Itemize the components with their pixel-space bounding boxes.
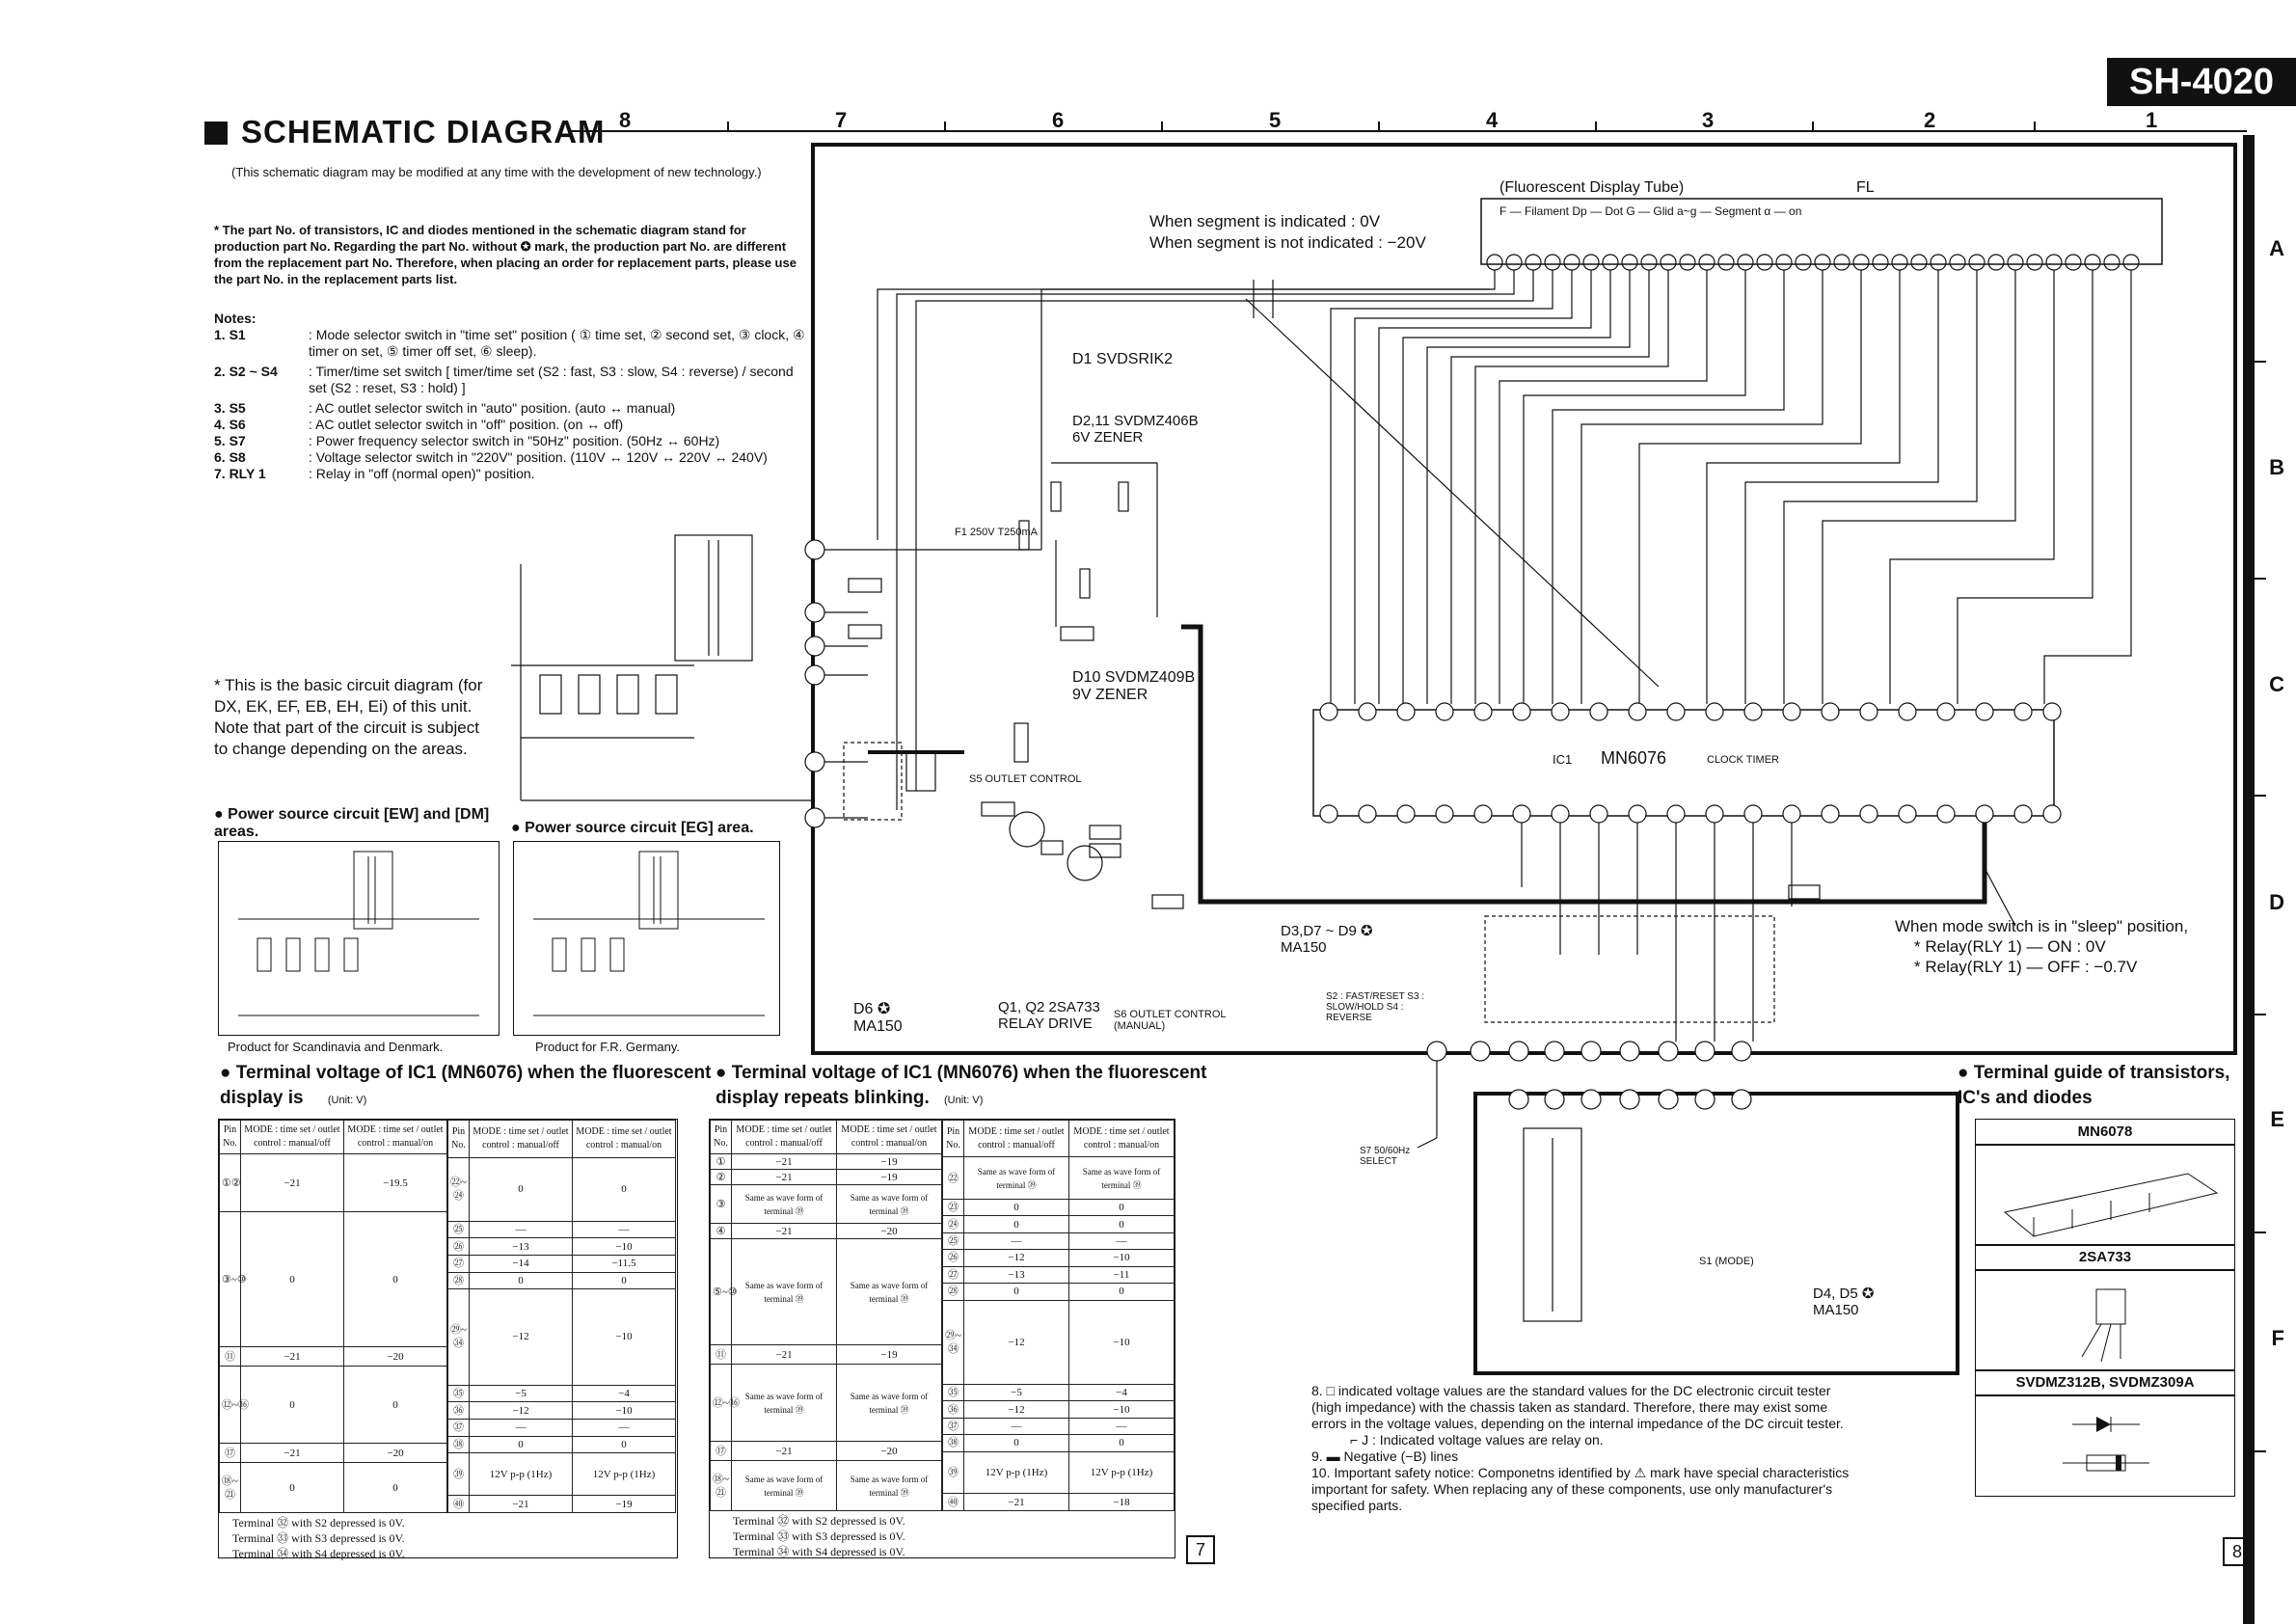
- guide-mn6078-label: MN6078: [1975, 1119, 2235, 1146]
- ic1-part: MN6076: [1601, 748, 1667, 768]
- grid-col-2: 2: [1924, 108, 1936, 132]
- segment-indicated-note: When segment is indicated : 0V: [1149, 212, 1381, 230]
- label-d2: D2,11 SVDMZ406B 6V ZENER: [1072, 413, 1199, 446]
- ic1-name: IC1: [1553, 752, 1573, 767]
- grid-row-f: F: [2271, 1326, 2284, 1350]
- terminal-guide-title: ● Terminal guide of transistors, IC's and diodes: [1958, 1063, 2230, 1108]
- note-item: 2. S2 ~ S4 : Timer/time set switch [ timer/time set (S2 : fast, S3 : slow, S4 : reverse) / second set (S2 : reset, S3 : hold) ]: [214, 364, 794, 395]
- note-item: 3. S5 : AC outlet selector switch in "auto" position. (auto ↔ manual): [214, 400, 676, 416]
- notes-block: [214, 311, 812, 482]
- note-8: 8. □ indicated voltage values are the standard values for the DC electronic circuit tester (high impedance) with the chassis taken as standard. Therefore, there may exist some errors in the voltage values, depending on the internal impedance of the DC circuit tester.: [1311, 1383, 1844, 1431]
- grid-row-d: D: [2269, 890, 2284, 914]
- guide-mn6078-drawing: [1975, 1144, 2235, 1246]
- note-item: 5. S7 : Power frequency selector switch in "50Hz" position. (50Hz ↔ 60Hz): [214, 433, 720, 448]
- note-8b: ⌐ J : Indicated voltage values are relay on.: [1350, 1432, 1604, 1448]
- terminal-right-title: ● Terminal voltage of IC1 (MN6076) when the fluorescent display repeats blinking. (Unit: V): [716, 1063, 1207, 1108]
- label-d1: D1 SVDSRIK2: [1072, 351, 1174, 367]
- note-9: 9. ▬ Negative (−B) lines: [1311, 1448, 1459, 1464]
- terminal-left-footer: Terminal ㉜ with S2 depressed is 0V. Terminal ㉝ with S3 depressed is 0V. Terminal ㉞ with S4 depressed is 0V.: [232, 1516, 405, 1560]
- label-d3-d9: D3,D7 ~ D9 ✪ MA150: [1281, 923, 1373, 956]
- terminal-left-table-a: Pin No. MODE : time set / outlet control : manual/off MODE : time set / outlet control : manual/on ①② −21 −19.5 ③~⑩ 0 0 ⑪ −21 −20 ⑫~⑯ 0 0 ⑰ −21 −20 ⑱~㉑ 0 0: [219, 1120, 447, 1513]
- label-s2-s4: S2 : FAST/RESET S3 : SLOW/HOLD S4 : REVERSE: [1326, 991, 1425, 1023]
- label-q1-q2: Q1, Q2 2SA733 RELAY DRIVE: [998, 999, 1100, 1032]
- label-d6: D6 ✪ MA150: [853, 1001, 903, 1035]
- label-s7: S7 50/60Hz SELECT: [1360, 1146, 1411, 1167]
- label-s5: S5 OUTLET CONTROL: [969, 773, 1082, 785]
- grid-row-b: B: [2269, 455, 2284, 479]
- grid-col-3: 3: [1702, 108, 1715, 132]
- grid-col-7: 7: [835, 108, 848, 132]
- note-item: 1. S1 : Mode selector switch in "time set" position ( ① time set, ② second set, ③ clock, ④ timer on set, ⑤ timer off set, ⑥ sleep).: [214, 327, 805, 359]
- partno-note: * The part No. of transistors, IC and diodes mentioned in the schematic diagram stand for production part No. Regarding the part No. without ✪ mark, the production part No. are different from the replacement part No. Therefore, when placing an order for replacement parts, please use the part No. in the replacement parts list.: [214, 223, 797, 286]
- note-item: 7. RLY 1 : Relay in "off (normal open)" position.: [214, 466, 535, 481]
- guide-svdmz-drawing: [1975, 1394, 2235, 1497]
- note-10: 10. Important safety notice: Componetns identified by ⚠ mark have special characteristics important for safety. When replacing any of these components, use only manufacturer's specified parts.: [1311, 1465, 1850, 1513]
- grid-row-e: E: [2270, 1107, 2284, 1131]
- grid-row-c: C: [2269, 672, 2284, 696]
- note-item: 4. S6 : AC outlet selector switch in "off" position. (on ↔ off): [214, 417, 624, 432]
- note-item: 6. S8 : Voltage selector switch in "220V" position. (110V ↔ 120V ↔ 220V ↔ 240V): [214, 449, 768, 465]
- label-s6: S6 OUTLET CONTROL (MANUAL): [1114, 1009, 1227, 1032]
- terminal-right-table-a: Pin No. MODE : time set / outlet control : manual/off MODE : time set / outlet control : manual/on ① −21 −19 ② −21 −19 ③ Same as wave form of terminal ㊴ Same as wave form of terminal ㊴ ④ −21 −20 ⑤~⑩ Same as wave form of terminal ㊴ Same as wave form of terminal ㊴ ⑪ −21 −19 ⑫~⑯ Same as wave form of terminal ㊴ Same as wave form of terminal ㊴ ⑰ −21 −20 ⑱~㉑ Same as wave form of terminal ㊴ Same as wave form of terminal ㊴: [710, 1120, 942, 1511]
- terminal-left-table-b: Pin No. MODE : time set / outlet control : manual/off MODE : time set / outlet control : manual/on ㉒~㉔ 0 0 ㉕ — — ㉖ −13 −10 ㉗ −14 −11.5 ㉘ 0 0 ㉙~㉞ −12 −10 ㉟ −5 −4 ㊱ −12 −10 ㊲ — — ㊳ 0 0 ㊴ 12V p-p (1Hz) 12V p-p (1Hz) ㊵ −21 −19: [447, 1120, 676, 1513]
- power-eg-caption: Product for F.R. Germany.: [535, 1040, 681, 1054]
- grid-row-a: A: [2269, 236, 2284, 260]
- label-d4-d5: D4, D5 ✪ MA150: [1813, 1286, 1875, 1318]
- fl-tube-title: (Fluorescent Display Tube): [1499, 179, 1685, 196]
- fl-tube-legend: F — Filament Dp — Dot G — Glid a~g — Segment α — on: [1499, 204, 1802, 218]
- label-fuse: F1 250V T250mA: [955, 527, 1039, 538]
- grid-col-5: 5: [1269, 108, 1282, 132]
- power-ew-caption: Product for Scandinavia and Denmark.: [228, 1040, 444, 1054]
- intro-text: (This schematic diagram may be modified at any time with the development of new technology.): [231, 165, 762, 179]
- guide-2sa733-label: 2SA733: [1975, 1244, 2235, 1271]
- grid-col-1: 1: [2146, 108, 2158, 132]
- terminal-left-title: ● Terminal voltage of IC1 (MN6076) when the fluorescent display is (Unit: V): [220, 1063, 712, 1108]
- bottom-notes: [1311, 1383, 1851, 1514]
- grid-col-4: 4: [1486, 108, 1499, 132]
- power-ew-diagram: [218, 841, 500, 1036]
- guide-2sa733-drawing: [1975, 1269, 2235, 1371]
- power-eg-diagram: [513, 841, 780, 1036]
- ic1-desc: CLOCK TIMER: [1707, 754, 1779, 766]
- basic-circuit-note: * This is the basic circuit diagram (for DX, EK, EF, EB, EH, Ei) of this unit. Note that part of the circuit is subject to change depending on the areas.: [214, 676, 483, 758]
- label-s1: S1 (MODE): [1699, 1256, 1754, 1267]
- segment-not-indicated-note: When segment is not indicated : −20V: [1149, 233, 1426, 252]
- guide-svdmz-label: SVDMZ312B, SVDMZ309A: [1975, 1369, 2235, 1396]
- terminal-left-table: [218, 1119, 678, 1558]
- section-title: SCHEMATIC DIAGRAM: [204, 114, 606, 150]
- page-number-right: 8: [2223, 1537, 2252, 1566]
- power-ew-title: ● Power source circuit [EW] and [DM] areas.: [214, 806, 490, 840]
- sleep-note: When mode switch is in "sleep" position, * Relay(RLY 1) — ON : 0V * Relay(RLY 1) — OFF : −0.7V: [1895, 917, 2189, 976]
- terminal-right-table-b: Pin No. MODE : time set / outlet control : manual/off MODE : time set / outlet control : manual/on ㉒ Same as wave form of terminal ㊴ Same as wave form of terminal ㊴ ㉓ 0 0 ㉔ 0 0 ㉕ — — ㉖ −12 −10 ㉗ −13 −11 ㉘ 0 0 ㉙~㉞ −12 −10 ㉟ −5 −4 ㊱ −12 −10 ㊲ — — ㊳ 0 0 ㊴ 12V p-p (1Hz) 12V p-p (1Hz) ㊵ −21 −18: [942, 1120, 1175, 1511]
- grid-col-8: 8: [619, 108, 632, 132]
- terminal-right-footer: Terminal ㉜ with S2 depressed is 0V. Terminal ㉝ with S3 depressed is 0V. Terminal ㉞ with S4 depressed is 0V.: [733, 1514, 905, 1558]
- terminal-right-table: [709, 1119, 1175, 1558]
- fl-tube-label: FL: [1856, 179, 1875, 196]
- model-badge: SH-4020: [2107, 58, 2296, 106]
- grid-col-6: 6: [1052, 108, 1065, 132]
- page-number-left: 7: [1186, 1535, 1215, 1564]
- label-d10: D10 SVDMZ409B 9V ZENER: [1072, 669, 1196, 703]
- notes-title: Notes:: [214, 311, 257, 326]
- power-eg-title: ● Power source circuit [EG] area.: [511, 820, 754, 836]
